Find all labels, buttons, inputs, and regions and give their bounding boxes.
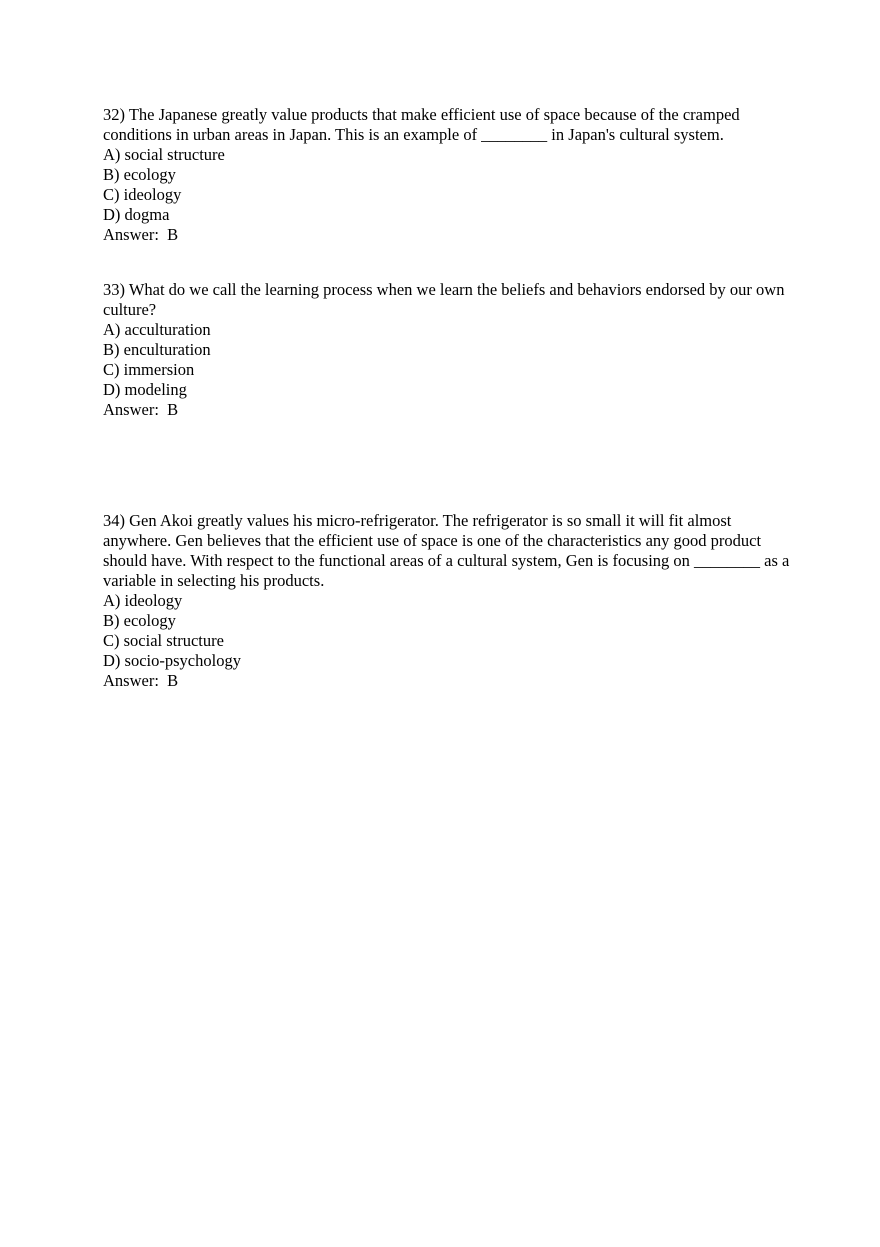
option-b: B) ecology xyxy=(103,165,176,184)
option-a: A) acculturation xyxy=(103,320,211,339)
option-c: C) ideology xyxy=(103,185,182,204)
option-d: D) modeling xyxy=(103,380,187,399)
answer-line: Answer: B xyxy=(103,400,179,419)
option-c: C) immersion xyxy=(103,360,195,379)
option-d: D) socio-psychology xyxy=(103,651,241,670)
question-33 xyxy=(103,280,793,420)
option-b: B) ecology xyxy=(103,611,176,630)
question-stem: 34) Gen Akoi greatly values his micro-refrigerator. The refrigerator is so small it will fit almost anywhere. Gen believes that the efficient use of space is one of the characteristics any good product should have. With respect to the functional areas of a cultural system, Gen is focusing on ________ as a variable in selecting his products. xyxy=(103,511,794,590)
option-c: C) social structure xyxy=(103,631,224,650)
question-34 xyxy=(103,511,793,691)
question-stem: 33) What do we call the learning process when we learn the beliefs and behaviors endorsed by our own culture? xyxy=(103,280,789,319)
question-32 xyxy=(103,105,793,245)
option-b: B) enculturation xyxy=(103,340,211,359)
option-d: D) dogma xyxy=(103,205,170,224)
option-a: A) social structure xyxy=(103,145,225,164)
option-a: A) ideology xyxy=(103,591,183,610)
question-stem: 32) The Japanese greatly value products that make efficient use of space because of the cramped conditions in urban areas in Japan. This is an example of ________ in Japan's cultural system. xyxy=(103,105,744,144)
answer-line: Answer: B xyxy=(103,671,179,690)
answer-line: Answer: B xyxy=(103,225,179,244)
